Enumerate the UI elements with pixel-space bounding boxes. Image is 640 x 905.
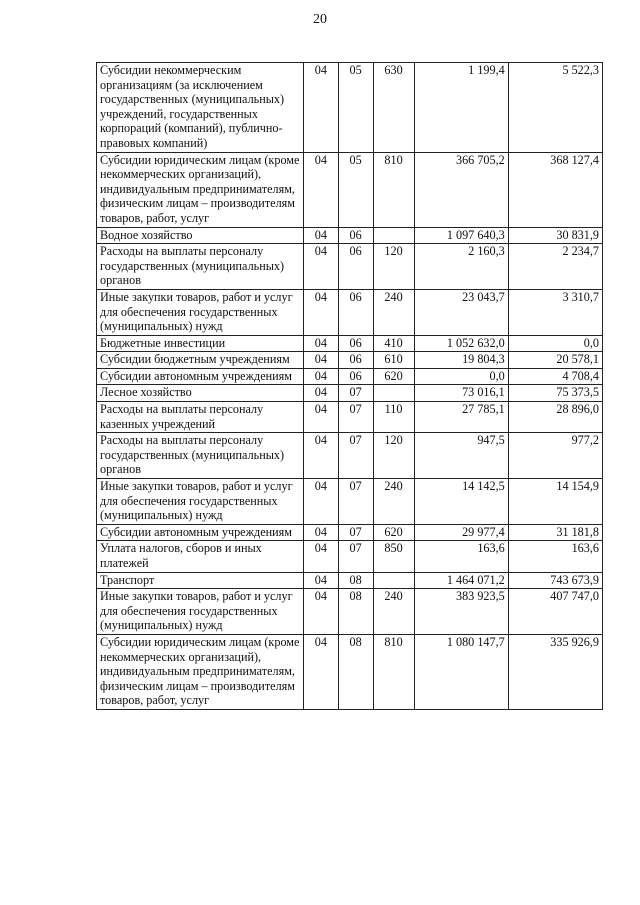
- row-name-cell: Лесное хозяйство: [97, 385, 304, 402]
- row-name-cell: Субсидии автономным учреждениям: [97, 368, 304, 385]
- amount-year1-cell: 19 804,3: [414, 352, 508, 369]
- table-row: [97, 524, 603, 541]
- amount-year1-cell: 1 199,4: [414, 63, 508, 153]
- table-row: [97, 402, 603, 433]
- section-code-cell: 04: [303, 289, 338, 335]
- table-row: [97, 368, 603, 385]
- subsection-code-cell: 05: [338, 152, 373, 227]
- subsection-code-cell: 07: [338, 541, 373, 572]
- expense-type-code-cell: 110: [373, 402, 414, 433]
- amount-year1-cell: 27 785,1: [414, 402, 508, 433]
- table-row: [97, 385, 603, 402]
- row-name-cell: Расходы на выплаты персоналу государственных (муниципальных) органов: [97, 433, 304, 479]
- amount-year2-cell: 2 234,7: [508, 244, 602, 290]
- row-name-cell: Субсидии некоммерческим организациям (за исключением государственных (муниципальных) учреждений, государственных корпораций (компаний), публично-правовых компаний): [97, 63, 304, 153]
- expense-type-code-cell: 120: [373, 433, 414, 479]
- expense-type-code-cell: 810: [373, 152, 414, 227]
- table-row: [97, 541, 603, 572]
- table-row: [97, 589, 603, 635]
- table-row: [97, 227, 603, 244]
- row-name-cell: Иные закупки товаров, работ и услуг для обеспечения государственных (муниципальных) нужд: [97, 289, 304, 335]
- subsection-code-cell: 07: [338, 385, 373, 402]
- subsection-code-cell: 07: [338, 402, 373, 433]
- section-code-cell: 04: [303, 227, 338, 244]
- subsection-code-cell: 07: [338, 433, 373, 479]
- section-code-cell: 04: [303, 244, 338, 290]
- amount-year1-cell: 23 043,7: [414, 289, 508, 335]
- amount-year2-cell: 368 127,4: [508, 152, 602, 227]
- table-row: [97, 479, 603, 525]
- section-code-cell: 04: [303, 352, 338, 369]
- table-row: [97, 335, 603, 352]
- section-code-cell: 04: [303, 634, 338, 709]
- amount-year1-cell: 1 464 071,2: [414, 572, 508, 589]
- subsection-code-cell: 06: [338, 227, 373, 244]
- section-code-cell: 04: [303, 433, 338, 479]
- amount-year1-cell: 947,5: [414, 433, 508, 479]
- section-code-cell: 04: [303, 524, 338, 541]
- amount-year1-cell: 29 977,4: [414, 524, 508, 541]
- subsection-code-cell: 05: [338, 63, 373, 153]
- amount-year1-cell: 163,6: [414, 541, 508, 572]
- section-code-cell: 04: [303, 589, 338, 635]
- row-name-cell: Бюджетные инвестиции: [97, 335, 304, 352]
- expense-type-code-cell: 620: [373, 524, 414, 541]
- amount-year2-cell: 0,0: [508, 335, 602, 352]
- expense-type-code-cell: [373, 227, 414, 244]
- amount-year1-cell: 0,0: [414, 368, 508, 385]
- amount-year2-cell: 335 926,9: [508, 634, 602, 709]
- amount-year1-cell: 1 052 632,0: [414, 335, 508, 352]
- table-row: [97, 244, 603, 290]
- expense-type-code-cell: 620: [373, 368, 414, 385]
- expense-type-code-cell: [373, 385, 414, 402]
- amount-year2-cell: 3 310,7: [508, 289, 602, 335]
- table-row: [97, 152, 603, 227]
- expense-type-code-cell: 410: [373, 335, 414, 352]
- subsection-code-cell: 06: [338, 368, 373, 385]
- amount-year2-cell: 743 673,9: [508, 572, 602, 589]
- section-code-cell: 04: [303, 385, 338, 402]
- row-name-cell: Иные закупки товаров, работ и услуг для обеспечения государственных (муниципальных) нужд: [97, 589, 304, 635]
- subsection-code-cell: 06: [338, 335, 373, 352]
- table-row: [97, 289, 603, 335]
- expense-type-code-cell: 240: [373, 589, 414, 635]
- row-name-cell: Расходы на выплаты персоналу государственных (муниципальных) органов: [97, 244, 304, 290]
- amount-year2-cell: 30 831,9: [508, 227, 602, 244]
- expense-type-code-cell: 120: [373, 244, 414, 290]
- row-name-cell: Уплата налогов, сборов и иных платежей: [97, 541, 304, 572]
- row-name-cell: Расходы на выплаты персоналу казенных учреждений: [97, 402, 304, 433]
- amount-year2-cell: 31 181,8: [508, 524, 602, 541]
- section-code-cell: 04: [303, 572, 338, 589]
- subsection-code-cell: 08: [338, 589, 373, 635]
- amount-year1-cell: 1 080 147,7: [414, 634, 508, 709]
- expense-type-code-cell: 610: [373, 352, 414, 369]
- amount-year1-cell: 383 923,5: [414, 589, 508, 635]
- row-name-cell: Субсидии юридическим лицам (кроме некоммерческих организаций), индивидуальным предпринимателям, физическим лицам – производителям товаров, работ, услуг: [97, 634, 304, 709]
- amount-year2-cell: 28 896,0: [508, 402, 602, 433]
- row-name-cell: Субсидии бюджетным учреждениям: [97, 352, 304, 369]
- budget-table: [96, 62, 603, 710]
- amount-year2-cell: 5 522,3: [508, 63, 602, 153]
- table-row: [97, 634, 603, 709]
- amount-year1-cell: 73 016,1: [414, 385, 508, 402]
- amount-year2-cell: 75 373,5: [508, 385, 602, 402]
- page-number: 20: [313, 12, 327, 27]
- amount-year2-cell: 163,6: [508, 541, 602, 572]
- expense-type-code-cell: 850: [373, 541, 414, 572]
- amount-year1-cell: 366 705,2: [414, 152, 508, 227]
- subsection-code-cell: 08: [338, 634, 373, 709]
- amount-year1-cell: 2 160,3: [414, 244, 508, 290]
- row-name-cell: Транспорт: [97, 572, 304, 589]
- section-code-cell: 04: [303, 541, 338, 572]
- amount-year2-cell: 407 747,0: [508, 589, 602, 635]
- section-code-cell: 04: [303, 63, 338, 153]
- amount-year1-cell: 14 142,5: [414, 479, 508, 525]
- subsection-code-cell: 06: [338, 289, 373, 335]
- budget-table-body: [97, 63, 603, 710]
- table-row: [97, 352, 603, 369]
- amount-year1-cell: 1 097 640,3: [414, 227, 508, 244]
- expense-type-code-cell: 240: [373, 289, 414, 335]
- table-row: [97, 572, 603, 589]
- subsection-code-cell: 08: [338, 572, 373, 589]
- expense-type-code-cell: 630: [373, 63, 414, 153]
- subsection-code-cell: 06: [338, 244, 373, 290]
- subsection-code-cell: 07: [338, 479, 373, 525]
- section-code-cell: 04: [303, 402, 338, 433]
- section-code-cell: 04: [303, 335, 338, 352]
- subsection-code-cell: 07: [338, 524, 373, 541]
- section-code-cell: 04: [303, 368, 338, 385]
- expense-type-code-cell: [373, 572, 414, 589]
- expense-type-code-cell: 810: [373, 634, 414, 709]
- amount-year2-cell: 20 578,1: [508, 352, 602, 369]
- row-name-cell: Иные закупки товаров, работ и услуг для обеспечения государственных (муниципальных) нужд: [97, 479, 304, 525]
- row-name-cell: Водное хозяйство: [97, 227, 304, 244]
- row-name-cell: Субсидии юридическим лицам (кроме некоммерческих организаций), индивидуальным предпринимателям, физическим лицам – производителям товаров, работ, услуг: [97, 152, 304, 227]
- section-code-cell: 04: [303, 152, 338, 227]
- amount-year2-cell: 4 708,4: [508, 368, 602, 385]
- table-row: [97, 433, 603, 479]
- row-name-cell: Субсидии автономным учреждениям: [97, 524, 304, 541]
- amount-year2-cell: 14 154,9: [508, 479, 602, 525]
- section-code-cell: 04: [303, 479, 338, 525]
- amount-year2-cell: 977,2: [508, 433, 602, 479]
- expense-type-code-cell: 240: [373, 479, 414, 525]
- subsection-code-cell: 06: [338, 352, 373, 369]
- table-row: [97, 63, 603, 153]
